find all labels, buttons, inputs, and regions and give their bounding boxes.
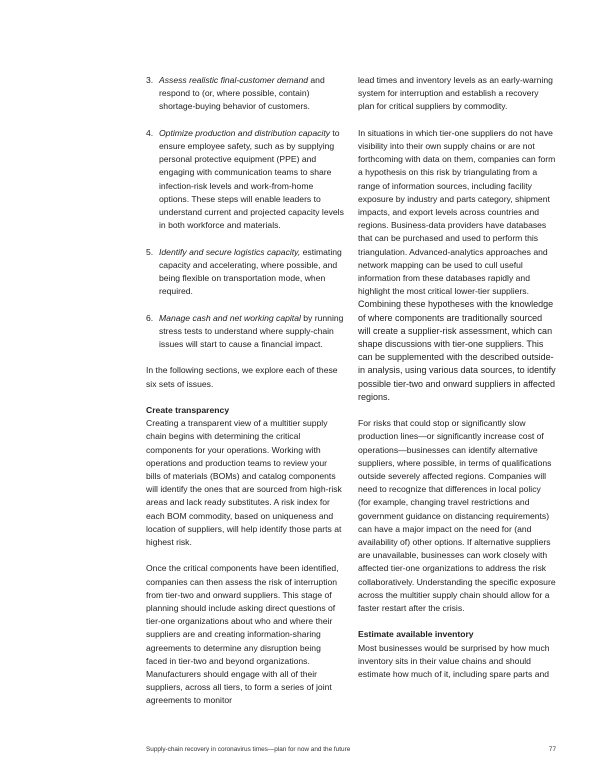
list-item-text: estimating capacity and accelerating, where possible, and being flexible on transportation mode, when required. <box>159 246 342 297</box>
list-number: 3. <box>146 75 154 85</box>
list-item <box>146 312 344 352</box>
body-paragraph: Once the critical components have been identified, companies can then assess the risk of interruption from tier-two and onward suppliers. This stage of planning should include asking direct questions of tier-one organizations about who and where their suppliers are and creating information-sharing agreements to determine any disruption being faced in tier-two and beyond organizations. Manufacturers should engage with all of their suppliers, across all tiers, to form a series of joint agreements to monitor <box>146 563 339 706</box>
list-item-title: Manage cash and net working capital <box>159 312 301 323</box>
list-item-text: by running stress tests to understand where supply-chain issues will start to cause a financial impact. <box>159 312 344 350</box>
body-paragraph: Creating a transparent view of a multitier supply chain begins with determining the critical components for your operations. Working with operations and production teams to review your bills of materials (BOMs) and catalog components will identify the ones that are sourced from high-risk areas and lack ready substitutes. A risk index for each BOM commodity, based on uniqueness and location of suppliers, will help identify those parts at highest risk. <box>146 418 342 548</box>
list-item <box>146 127 344 233</box>
intro-paragraph: In the following sections, we explore each of these six sets of issues. <box>146 365 338 389</box>
body-paragraph: For risks that could stop or significantly slow production lines—or significantly increase cost of operations—businesses can identify alternative suppliers, where possible, in terms of qualifications outside severely affected regions. Companies will need to recognize that differences in local policy (for example, changing travel restrictions and government guidance on distancing requirements) can have a major impact on the need for (and availability of) other options. If alternative suppliers are unavailable, businesses can work closely with affected tier-one organizations to address the risk collaboratively. Understanding the specific exposure across the multitier supply chain should allow for a faster restart after the crisis. <box>358 418 556 614</box>
list-item-text: to ensure employee safety, such as by supplying personal protective equipment (PPE) and engaging with communication teams to share infection-risk levels and work-from-home options. These steps will enable leaders to understand current and projected capacity levels in both workforce and materials. <box>159 127 344 231</box>
list-number: 5. <box>146 246 154 257</box>
left-column <box>146 74 344 708</box>
section-heading-create-transparency: Create transparency <box>146 405 230 415</box>
body-paragraph: In situations in which tier-one suppliers do not have visibility into their own supply chains or are not forthcoming with data on them, companies can form a hypothesis on this risk by triangulating from a range of information sources, including facility exposure by industry and parts category, shipment impacts, and export levels across countries and regions. Business-data providers have databases that can be purchased and used to perform this triangulation. Advanced-analytics approaches and network mapping can be used to cull useful information from these databases rapidly and highlight the most critical lower-tier suppliers. <box>358 127 556 297</box>
list-item-title: Assess realistic final-customer demand <box>159 75 309 85</box>
highlighted-paragraph: Combining these hypotheses with the knowledge of where components are traditionally sourced will create a supplier-risk assessment, which can shape discussions with tier-one suppliers. This can be supplemented with the described outside-in analysis, using various data sources, to identify possible tier-two and onward suppliers in affected regions. <box>358 299 556 402</box>
list-item-title: Optimize production and distribution capacity <box>159 127 331 138</box>
list-item-title: Identify and secure logistics capacity, <box>159 246 301 257</box>
page-footer <box>146 746 556 753</box>
body-paragraph: lead times and inventory levels as an early-warning system for interruption and establish a recovery plan for critical suppliers by commodity. <box>358 75 553 112</box>
page-number: 77 <box>548 746 556 753</box>
right-column <box>358 74 556 681</box>
section-heading-estimate-inventory: Estimate available inventory <box>358 629 474 640</box>
list-item-text: and respond to (or, where possible, contain) shortage-buying behavior of customers. <box>159 75 325 112</box>
body-paragraph: Most businesses would be surprised by how much inventory sits in their value chains and should estimate how much of it, including spare parts and <box>358 642 550 680</box>
list-item <box>146 74 344 114</box>
list-item <box>146 246 344 299</box>
footer-title: Supply-chain recovery in coronavirus times—plan for now and the future <box>146 746 351 753</box>
list-number: 6. <box>146 312 154 323</box>
list-number: 4. <box>146 127 154 138</box>
